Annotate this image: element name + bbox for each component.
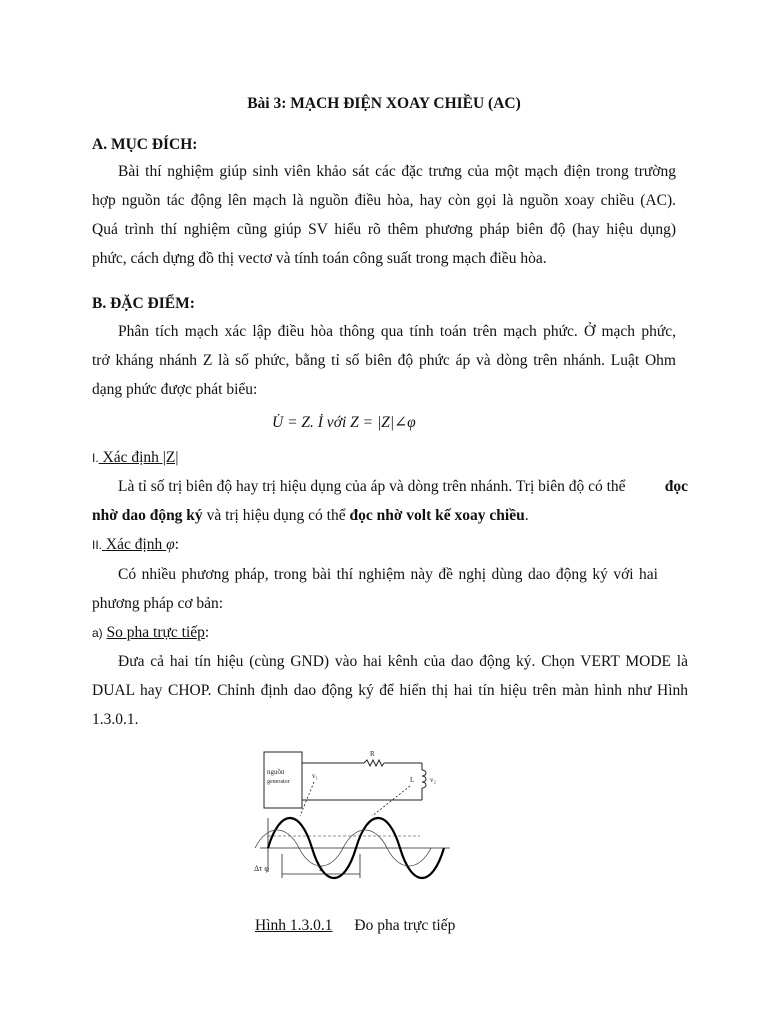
section-b-line-1: Phân tích mạch xác lập điều hòa thông qua tính toán trên mạch phức. Ở mạch phức, [118,323,676,340]
phi-symbol: φ [166,536,175,553]
part-1-heading [92,448,178,468]
phase-figure [250,746,460,886]
part-2-line-1: Có nhiều phương pháp, trong bài thí nghiệm này đề nghị dùng dao động ký với hai [118,566,658,583]
part-1-line-2 [92,506,529,526]
generator-label-1: nguồn [267,768,285,776]
part-a-line-2: DUAL hay CHOP. Chỉnh định dao động ký để hiển thị hai tín hiệu trên màn hình như Hình [92,682,688,699]
part-1-title: Xác định |Z| [98,449,179,466]
phase-delta-label: Δτ φ [254,864,269,873]
part-1-mid: và trị hiệu dụng có thể [202,507,350,524]
part-2-number: II. [92,538,103,552]
resistor-symbol [364,760,384,766]
inductor-symbol [422,770,426,788]
section-a-line-4: phức, cách dựng đồ thị vectơ và tính toán công suất trong mạch điều hòa. [92,250,547,267]
section-b-line-3: dạng phức được phát biểu: [92,381,258,398]
part-2-heading [92,535,179,555]
figure-caption-number: Hình 1.3.0.1 [255,917,333,934]
figure-caption-text: Đo pha trực tiếp [354,917,456,934]
v2-label: v₂ [430,776,436,784]
v1-label: v₁ [312,772,318,780]
part-1-end: . [524,507,529,524]
part-a-heading [92,623,209,643]
part-a-line-3: 1.3.0.1. [92,711,139,728]
figure-caption [255,917,455,935]
part-1-bold-1: nhờ dao động ký [92,507,203,524]
part-a-number: a) [92,626,103,640]
generator-label-2: generator [267,779,290,785]
inductor-label: L [410,776,415,784]
part-2-colon: : [174,536,180,553]
part-2-title: Xác định [102,536,167,553]
section-b-line-2: trở kháng nhánh Z là số phức, bằng tỉ số biên độ phức áp và dòng trên nhánh. Luật Ohm [92,352,676,369]
part-2-line-2: phương pháp cơ bản: [92,595,224,612]
part-1-number: I. [92,451,99,465]
page-title: Bài 3: MẠCH ĐIỆN XOAY CHIỀU (AC) [247,95,521,112]
part-1-bold-2: đọc nhờ volt kế xoay chiều [349,507,525,524]
section-b-heading: B. ĐẶC ĐIỂM: [92,295,195,312]
section-a-line-3: Quá trình thí nghiệm cũng giúp SV hiểu rõ thêm phương pháp biên độ (hay hiệu dụng) [92,221,676,238]
part-1-line-1-bold: đọc [664,478,688,495]
part-1-line-1 [118,477,688,497]
part-1-line-1-text: Là tỉ số trị biên độ hay trị hiệu dụng của áp và dòng trên nhánh. Trị biên độ có thể [118,478,626,495]
resistor-label: R [370,750,375,758]
section-a-line-1: Bài thí nghiệm giúp sinh viên khảo sát các đặc trưng của một mạch điện trong trường [118,163,676,180]
section-a-heading: A. MỤC ĐÍCH: [92,136,198,153]
period-label: T [318,865,323,873]
part-a-line-1: Đưa cả hai tín hiệu (cùng GND) vào hai kênh của dao động ký. Chọn VERT MODE là [118,653,688,670]
part-a-title: So pha trực tiếp [106,624,205,641]
part-a-colon: : [204,624,210,641]
section-a-line-2: hợp nguồn tác động lên mạch là nguồn điều hòa, hay còn gọi là nguồn xoay chiều (AC). [92,192,676,209]
ohm-law-formula: U̇ = Z. İ với Z = |Z|∠φ [272,414,416,431]
